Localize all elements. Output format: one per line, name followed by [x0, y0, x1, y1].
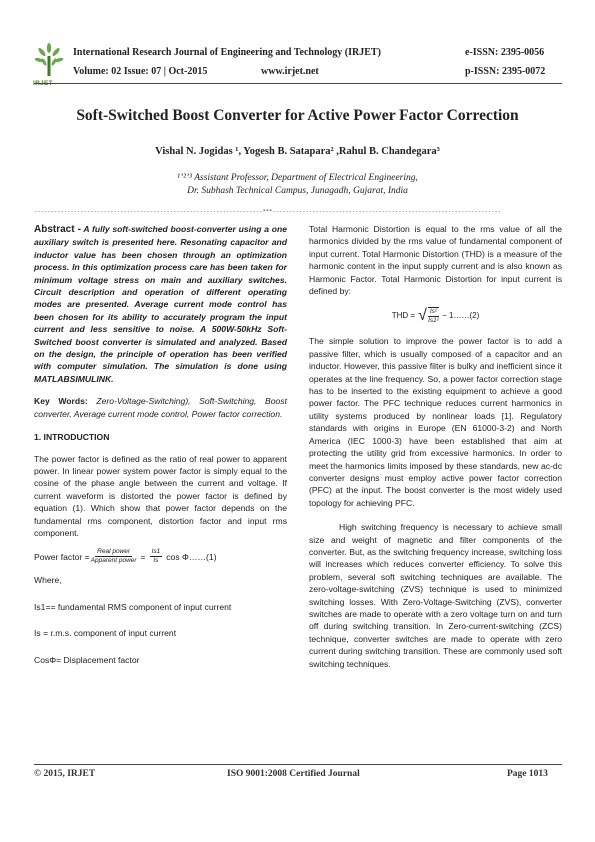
thd-fraction: [428, 307, 439, 325]
intro-paragraph: The power factor is defined as the ratio of real power to apparent power. In linear power system power factor is simply equal to the cosine of the phase angle between the current and voltage. If current waveform is distorted the power factor is defined by equation (1). Which show that power factor depends on the fundamental rms component, distortion factor and input rms component.: [34, 453, 287, 538]
affiliation-line-2: Dr. Subhash Technical Campus, Junagadh, Gujarat, India: [187, 186, 408, 196]
header-rule: [34, 83, 562, 84]
irjet-logo-icon: [34, 42, 64, 78]
affiliation-line-1: ¹ʼ²ʼ³ Assistant Professor, Department of Electrical Engineering,: [177, 173, 418, 183]
section-heading-introduction: 1. INTRODUCTION: [34, 432, 110, 443]
logo-text: IRJET: [33, 80, 53, 87]
thd-lhs: THD =: [391, 311, 416, 321]
journal-name: International Research Journal of Engineering and Technology (IRJET): [73, 47, 381, 58]
section-separator: ---------------------------------------------------------------------***---------------------------------------------------------------------: [34, 209, 501, 215]
eq1-denominator-2: Is: [153, 557, 159, 565]
abstract-body: A fully soft-switched boost-converter using a one auxiliary switch is presented here. Resonating capacitor and inductor value has been chosen through an optimization process. In this optimization process care has been taken for minimum voltage stress on main and auxiliary switches. Circuit description and operation of different operating modes are presented. Average current mode control has been chosen for its ability to accurately program the input current and less sensitive to noise. A 500W-50kHz Soft-Switched boost converter is simulated and analyzed. Based on the design, the principle of operation has been verified with computer simulation. The simulation is done using MATLABSIMULINK.: [34, 224, 287, 384]
eissn: e-ISSN: 2395-0056: [465, 47, 545, 58]
definition-is1: Is1== fundamental RMS component of input current: [34, 601, 232, 612]
eq1-equals: =: [140, 551, 146, 562]
keywords-body: Zero-Voltage-Switching), Soft-Switching, Boost converter, Average current mode control, Power factor correction.: [34, 396, 287, 419]
pissn: p-ISSN: 2395-0072: [465, 66, 546, 77]
where-label: Where,: [34, 575, 62, 586]
affiliation: [0, 172, 595, 198]
thd-rhs: − 1……(2): [442, 311, 480, 321]
eq1-numerator-2: Is1: [151, 548, 161, 556]
keywords: [34, 395, 287, 420]
author-list: Vishal N. Jogidas ¹, Yogesh B. Satapara² ,Rahul B. Chandegara³: [155, 146, 440, 157]
eq1-denominator: Apparent power: [90, 557, 137, 565]
right-column: [309, 223, 562, 670]
issue-info: Volume: 02 Issue: 07 | Oct-2015: [73, 66, 208, 77]
eq1-rhs: cos Φ……(1): [166, 551, 217, 562]
thd-paragraph: Total Harmonic Distortion is equal to the rms value of all the harmonics divided by the rms value of fundamental component of input current. Total Harmonic Distortion (THD) is a measure of the harmonic content in the input supply current and is also known as Harmonic Factor. Total Harmonic Distortion for input current is defined by:: [309, 224, 562, 297]
footer-copyright: © 2015, IRJET: [34, 769, 96, 779]
website-link[interactable]: www.irjet.net: [261, 66, 319, 77]
thd-denominator: Is1²: [428, 317, 439, 325]
eq1-numerator: Real power: [97, 548, 131, 556]
thd-numerator: Is²: [429, 308, 438, 316]
eq1-fraction-2: [150, 548, 163, 565]
keywords-label: Key Words:: [34, 396, 88, 407]
eq1-lhs: Power factor =: [34, 551, 90, 562]
equation-1: [34, 548, 287, 565]
sqrt-icon: √: [418, 307, 427, 325]
abstract: [34, 223, 287, 385]
pfc-paragraph: The simple solution to improve the power factor is to add a passive filter, which is usually composed of a capacitor and an inductor. However, this passive filter is bulky and inefficient since it operates at the line frequency. So, a power factor correction stage has to be inserted to the existing equipment to achieve a good power factor. The PFC technique reduces current harmonics in utility systems produced by nonlinear loads [1]. Regulatory standards with origins in Europe (EN 61000-3-2) and North America (IEC 1000-3) have been established that aim at protecting the utility grid from excessive harmonics. In order to meet the harmonics limits imposed by these standards, new ac-dc converter designs must employ active power factor correction (PFC) at the input. The boost converter is the most widely used topology for achieving PFC.: [309, 336, 562, 508]
definition-is: Is = r.m.s. component of input current: [34, 628, 177, 639]
switching-paragraph: High switching frequency is necessary to achieve small size and weight of magnetic and filter components of the converter. But, as the switching frequency increase, switching loss will increases which reduces converter efficiency. To solve this problem, several soft switching techniques are available. The zero-voltage-switching (ZVS) technique is used to minimized switching losses. With Zero-Voltage-Switching (ZVS), converter switches are made to operate with a zero voltage turn on and turn off during switching transition. In Zero-current-switching (ZCS) technique, converter switches are made to operate with zero current during switching transition. These are commonly used soft switching techniques.: [309, 522, 562, 669]
footer-certification: ISO 9001:2008 Certified Journal: [227, 769, 360, 779]
footer-rule: [34, 764, 562, 765]
definition-cosphi: CosΦ= Displacement factor: [34, 654, 140, 665]
equation-2: [309, 303, 562, 329]
left-column: [34, 223, 287, 666]
eq1-fraction: [91, 548, 137, 565]
paper-title: Soft-Switched Boost Converter for Active Power Factor Correction: [76, 107, 519, 124]
page-number: Page 1013: [507, 769, 548, 779]
abstract-label: Abstract -: [34, 224, 81, 235]
